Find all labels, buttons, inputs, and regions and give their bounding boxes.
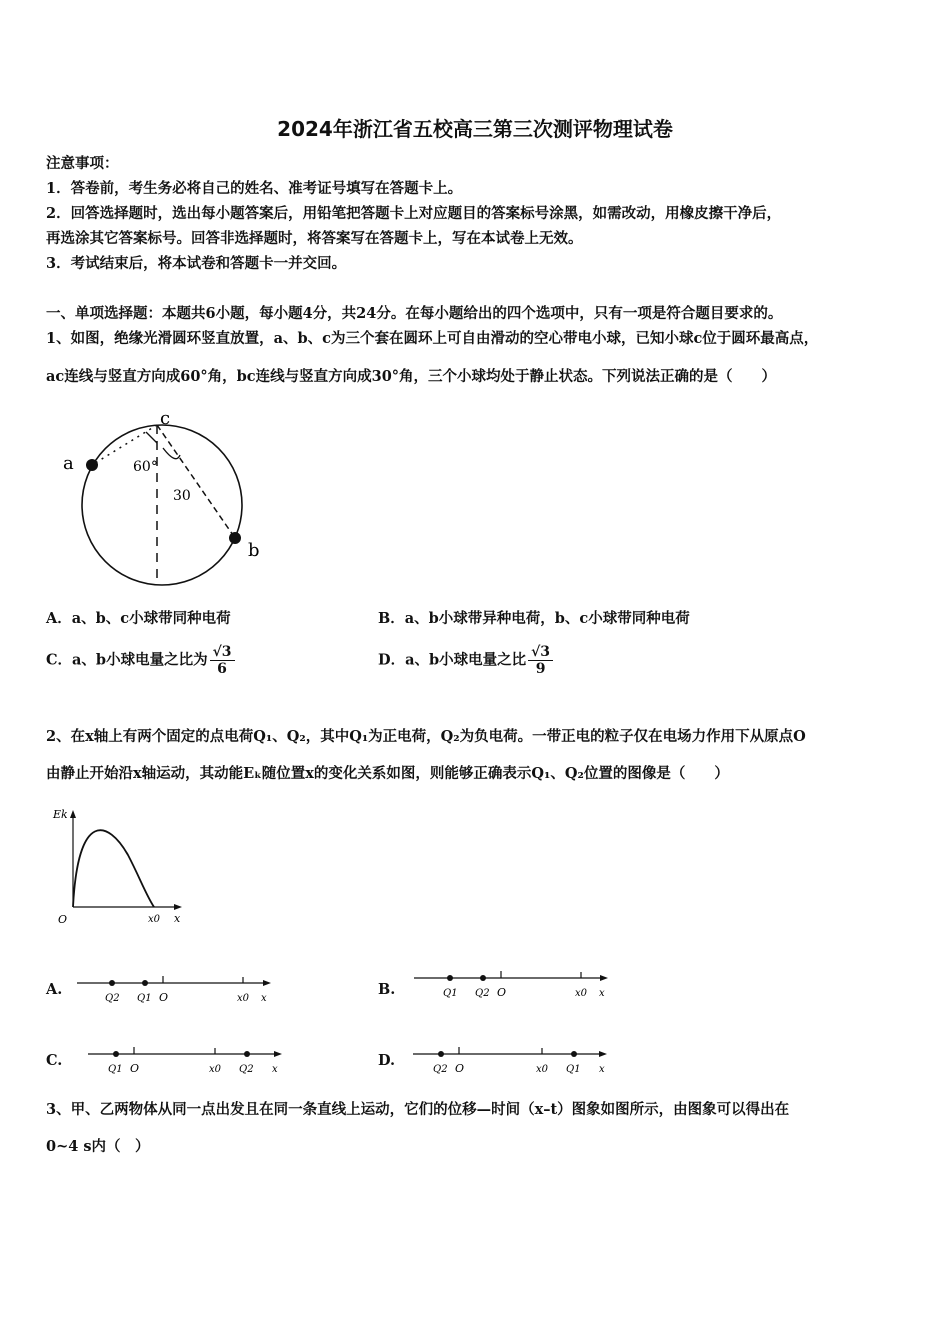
q1-option-c-text: C．a、b小球电量之比为	[46, 651, 208, 669]
q2-dot	[244, 1051, 250, 1057]
label-30: 30	[173, 488, 191, 504]
q2-text-line2: 由静止开始沿x轴运动，其动能Eₖ随位置x的变化关系如图，则能够正确表示Q₁、Q₂位置的图像是（ ）	[46, 765, 729, 782]
q2-dot	[438, 1051, 444, 1057]
label-a: a	[63, 453, 74, 474]
y-axis-arrow	[70, 810, 76, 818]
x0-label: x0	[209, 1064, 222, 1075]
q1-text-line2: ac连线与竖直方向成60°角，bc连线与竖直方向成30°角，三个小球均处于静止状态。下列说法正确的是（ ）	[46, 368, 777, 385]
q1-dot	[571, 1051, 577, 1057]
o-label: O	[130, 1062, 140, 1075]
notice-item-2b: 再选涂其它答案标号。回答非选择题时，将答案写在答题卡上，写在本试卷上无效。	[46, 230, 583, 247]
q1-label: Q1	[137, 993, 152, 1004]
q1-option-b[interactable]: B．a、b小球带异种电荷，b、c小球带同种电荷	[378, 610, 690, 627]
bc-line	[157, 425, 235, 538]
label-b: b	[248, 540, 260, 561]
fraction-c-denominator: 6	[210, 660, 235, 677]
q2-dot	[480, 975, 486, 981]
q2-ek-graph	[48, 800, 198, 930]
fraction-d-numerator: √3	[531, 644, 551, 660]
x0-label: x0	[237, 993, 250, 1004]
x-label: x	[272, 1064, 278, 1075]
notice-item-1: 1．答卷前，考生务必将自己的姓名、准考证号填写在答题卡上。	[46, 180, 463, 197]
q2-option-c-label[interactable]: C.	[46, 1052, 63, 1069]
x0-label: x0	[575, 988, 588, 999]
fraction-d	[528, 644, 553, 677]
q1-label: Q1	[566, 1064, 581, 1075]
o-label: O	[497, 986, 507, 999]
page-title: 2024年浙江省五校高三第三次测评物理试卷	[277, 117, 673, 141]
label-c: c	[160, 408, 171, 429]
q3-text-line1: 3、甲、乙两物体从同一点出发且在同一条直线上运动，它们的位移—时间（x–t）图象如图所示，由图象可以得出在	[46, 1101, 790, 1118]
label-60: 60°	[133, 459, 158, 475]
q1-text-line1: 1、如图，绝缘光滑圆环竖直放置，a、b、c为三个套在圆环上可自由滑动的空心带电小球，已知小球c位于圆环最高点，	[46, 330, 819, 347]
x-label: x	[261, 993, 267, 1004]
q1-option-d[interactable]	[378, 644, 553, 677]
q2-label: Q2	[105, 993, 120, 1004]
section-heading: 一、单项选择题：本题共6小题，每小题4分，共24分。在每小题给出的四个选项中，只有一项是符合题目要求的。	[46, 305, 783, 322]
ball-b	[229, 532, 241, 544]
ball-a	[86, 459, 98, 471]
fraction-c-numerator: √3	[212, 644, 232, 660]
q2-option-b-axis[interactable]	[412, 967, 617, 1003]
x-label: x	[174, 912, 181, 925]
fraction-d-denominator: 9	[528, 660, 553, 677]
q2-option-d-label[interactable]: D.	[378, 1052, 396, 1069]
q2-option-b-label[interactable]: B.	[378, 981, 396, 998]
x-label: x	[599, 1064, 605, 1075]
notice-item-2a: 2．回答选择题时，选出每小题答案后，用铅笔把答题卡上对应题目的答案标号涂黑，如需改动，用橡皮擦干净后，	[46, 205, 782, 222]
origin-label: O	[58, 913, 68, 926]
q2-label: Q2	[239, 1064, 254, 1075]
x-label: x	[599, 988, 605, 999]
q1-option-d-text: D．a、b小球电量之比	[378, 651, 527, 669]
x0-label: x0	[536, 1064, 549, 1075]
q2-text-line1: 2、在x轴上有两个固定的点电荷Q₁、Q₂，其中Q₁为正电荷，Q₂为负电荷。一带正电的粒子仅在电场力作用下从原点O	[46, 728, 806, 745]
q2-dot	[109, 980, 115, 986]
q2-option-c-axis[interactable]	[86, 1043, 291, 1079]
x0-label: x0	[148, 914, 161, 925]
q1-label: Q1	[443, 988, 458, 999]
q2-option-d-axis[interactable]	[411, 1043, 616, 1079]
notice-item-3: 3．考试结束后，将本试卷和答题卡一并交回。	[46, 255, 347, 272]
q2-option-a-axis[interactable]	[75, 972, 280, 1008]
ylabel-ek: Ek	[53, 808, 68, 821]
o-label: O	[159, 991, 169, 1004]
q1-label: Q1	[108, 1064, 123, 1075]
x-axis-arrow	[174, 904, 182, 910]
q2-option-a-label[interactable]: A.	[46, 981, 63, 998]
q1-dot	[142, 980, 148, 986]
q1-circle-figure	[60, 405, 280, 590]
o-label: O	[455, 1062, 465, 1075]
ek-curve	[73, 830, 154, 907]
notice-heading: 注意事项：	[46, 155, 119, 172]
q2-label: Q2	[475, 988, 490, 999]
fraction-c	[210, 644, 235, 677]
ring	[82, 425, 242, 585]
q1-option-a[interactable]: A．a、b、c小球带同种电荷	[46, 610, 231, 627]
q2-label: Q2	[433, 1064, 448, 1075]
q1-dot	[113, 1051, 119, 1057]
q3-text-line2: 0~4 s内（ ）	[46, 1138, 150, 1155]
q1-dot	[447, 975, 453, 981]
q1-option-c[interactable]	[46, 644, 235, 677]
angle-60-arc	[146, 432, 157, 443]
